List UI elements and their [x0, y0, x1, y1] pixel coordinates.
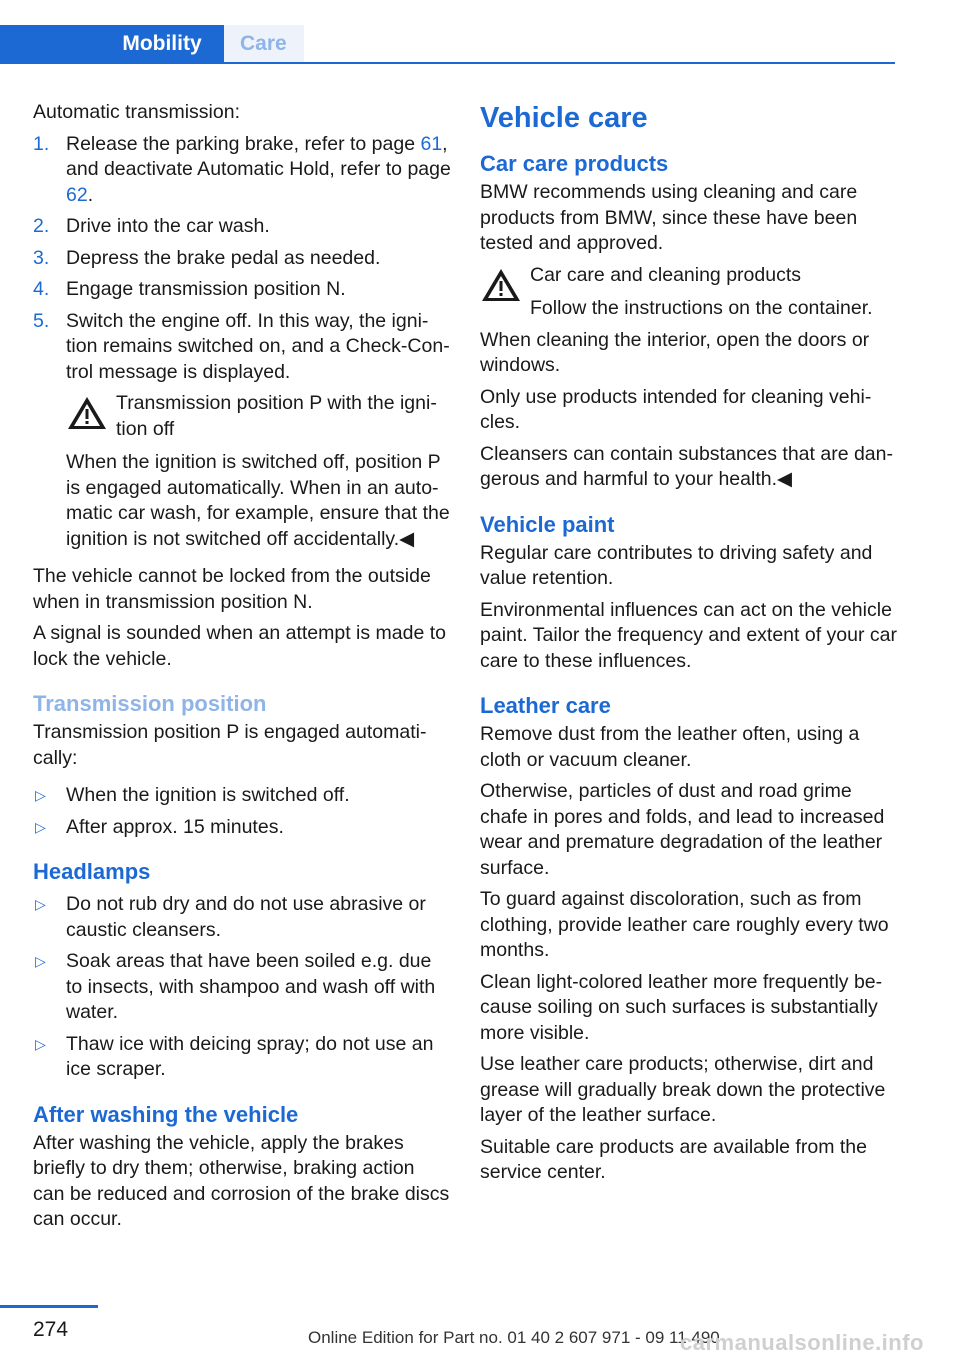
para-paint-2: Environmental influences can act on the vehicle paint. Tailor the frequency and extent of your car care to these influences. — [480, 598, 897, 672]
para-leather-5: Use leather care products; otherwise, dirt and grease will gradually break down the protective layer of the leather surface. — [480, 1053, 886, 1126]
products-text: BMW recommends using cleaning and care products from BMW, since these have been tested and approved. — [480, 181, 858, 254]
header-bar — [0, 0, 895, 64]
step-number: 2. — [33, 215, 50, 237]
warning-transmission-p — [66, 391, 451, 442]
automatic-transmission-intro: Automatic transmission: — [33, 101, 240, 123]
list-item — [33, 949, 451, 1026]
para-leather-1: Remove dust from the leather often, using a cloth or vacuum cleaner. — [480, 723, 860, 771]
step-text: Engage transmission position N. — [66, 278, 346, 300]
para-leather-2: Otherwise, particles of dust and road grime chafe in pores and folds, and lead to increased wear and premature degradation of the leather surface. — [480, 780, 885, 879]
step-text: Switch the engine off. In this way, the igni‐tion remains switched on, and a Check-Con‐trol message is displayed. — [66, 309, 450, 383]
heading-after-washing: After washing the vehicle — [33, 1101, 299, 1127]
footer-rule — [0, 1305, 98, 1308]
para-cleansers: Cleansers can contain substances that are dan‐gerous and harmful to your health.◀ — [480, 442, 893, 490]
step-text: Depress the brake pedal as needed. — [66, 246, 381, 269]
para-leather-6: Suitable care products are available from the service center. — [480, 1135, 867, 1183]
list-item — [33, 815, 451, 841]
list-item-text: Soak areas that have been soiled e.g. due to insects, with shampoo and wash off with water. — [66, 950, 436, 1023]
warning-triangle-icon — [66, 395, 108, 431]
triangle-bullet-icon: ▷ — [35, 953, 46, 969]
warning-title: Transmission position P with the igni‐tion off — [116, 392, 437, 440]
step-5-warning-wrap — [33, 391, 451, 552]
tab-care[interactable]: Care — [224, 25, 304, 62]
tab-mobility[interactable]: Mobility — [0, 25, 224, 62]
page-number: 274 — [33, 1318, 69, 1341]
list-item — [33, 1032, 451, 1083]
list-item-text: When the ignition is switched off. — [66, 784, 350, 806]
warning-body: When the ignition is switched off, position P is engaged automatically. When in an auto‐matic car wash, for example, ensure that the ignition is not switched off accidentally.◀ — [66, 451, 450, 550]
heading-leather-care: Leather care — [480, 693, 611, 718]
heading-headlamps: Headlamps — [33, 859, 151, 884]
para-interior: When cleaning the interior, open the doors or windows. — [480, 328, 870, 376]
after-washing-text: After washing the vehicle, apply the brakes briefly to dry them; otherwise, braking action can be reduced and corrosion of the brake discs can occur. — [33, 1131, 450, 1230]
triangle-bullet-icon: ▷ — [35, 818, 46, 835]
para-paint-1: Regular care contributes to driving safety and value retention. — [480, 541, 873, 589]
step-number: 3. — [33, 246, 50, 269]
transmission-intro: Transmission position P is engaged automati‐cally: — [33, 721, 427, 769]
list-item — [33, 892, 451, 943]
list-item-text: Do not rub dry and do not use abrasive or caustic cleansers. — [66, 893, 426, 941]
step-text: , and deactivate Automatic Hold, refer to page — [66, 132, 451, 180]
step-4 — [33, 277, 451, 303]
heading-car-care-products: Car care products — [480, 151, 669, 176]
warning-body: Follow the instructions on the container. — [530, 297, 873, 319]
list-item-text: Thaw ice with deicing spray; do not use an ice scraper. — [66, 1032, 434, 1080]
para-signal: A signal is sounded when an attempt is made to lock the vehicle. — [33, 622, 447, 670]
para-leather-3: To guard against discoloration, such as from clothing, provide leather care roughly every two months. — [480, 888, 889, 961]
step-number: 5. — [33, 309, 50, 332]
step-1 — [33, 132, 451, 209]
list-item-text: After approx. 15 minutes. — [66, 815, 284, 838]
edition-text: Online Edition for Part no. 01 40 2 607 971 - 09 11 490 — [308, 1328, 720, 1347]
heading-vehicle-paint: Vehicle paint — [480, 511, 615, 537]
left-column — [33, 100, 451, 1239]
triangle-bullet-icon: ▷ — [35, 787, 46, 803]
step-number: 4. — [33, 278, 50, 300]
heading-vehicle-care: Vehicle care — [480, 102, 648, 134]
right-column — [480, 100, 900, 1192]
step-text: . — [87, 183, 94, 206]
warning-triangle-icon — [480, 267, 522, 303]
step-text: Drive into the car wash. — [66, 215, 270, 237]
heading-transmission-position: Transmission position — [33, 691, 267, 716]
page-link-62[interactable]: 62 — [66, 183, 88, 206]
step-5 — [33, 309, 451, 386]
watermark: carmanualsonline.info — [680, 1330, 924, 1355]
page-link-61[interactable]: 61 — [420, 132, 443, 155]
para-only-products: Only use products intended for cleaning vehi‐cles. — [480, 385, 872, 433]
warning-car-care — [480, 263, 900, 322]
step-number: 1. — [33, 132, 50, 155]
triangle-bullet-icon: ▷ — [35, 1035, 46, 1052]
step-3 — [33, 246, 451, 272]
para-leather-4: Clean light-colored leather more frequently be‐cause soiling on such surfaces is substantially more visible. — [480, 970, 883, 1044]
step-2 — [33, 214, 451, 240]
triangle-bullet-icon: ▷ — [35, 896, 46, 912]
warning-title: Car care and cleaning products — [530, 263, 801, 286]
para-locked: The vehicle cannot be locked from the outside when in transmission position N. — [33, 565, 431, 613]
step-text: Release the parking brake, refer to page — [66, 132, 421, 155]
list-item — [33, 783, 451, 809]
